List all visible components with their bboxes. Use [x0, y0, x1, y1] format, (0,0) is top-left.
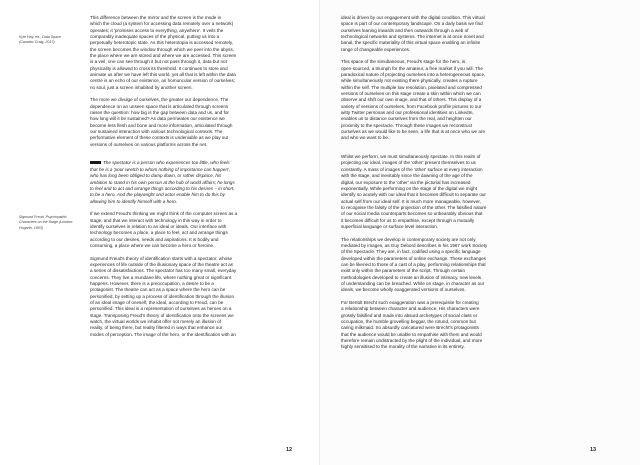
margin-note-hay: Kyle Hay, ed., Data Space (Canada: Craig, 2013) [19, 35, 61, 45]
quote-text: The spectator is a person who experiences too little, who feels that he is a 'poor wretch to whom nothing of importance can happen', who has long been obliged to damp down, or rather displace, his ambition to stand in his own person at the hub of world affairs; he longs to feel and to act and arrange things according to his desires – in short, to be a hero. And the playwright and actor enable him to do this by allowing him to identify himself with a hero. [90, 160, 235, 204]
paragraph: The more we divulge of ourselves, the greater our dependence. The dependence on an unseen space that is articulated through screens raises the question: how big is the gap between data and us, and for how long will it be sustained? As data permeates our existence we become less flesh and bone and more information, articulated through our sustained interaction with various technological contexts. The performative element of these contexts is undeniable as we play out versions of ourselves on various platforms across the net. [90, 97, 233, 147]
left-text-column [90, 15, 312, 344]
quote-marker-bar [90, 161, 101, 164]
paragraph: The relationships we develop in contemporary society are not only mediated by images, as Guy Debord describes in his 1967 work Society of the Spectacle. They are, in fact, codified using a specific language developed within the parameters of online exchange. These exchanges can be likened to those of a cast of a play, performing relationships that exist only within the parameters of the script. Through certain methodologies developed to create an illusion of intimacy, new levels of understanding can be breached. While on stage, in character as our ideals, we become wholly exaggerated versions of ourselves. [341, 236, 488, 293]
paragraph: Whilst we perform, we must simultaneously spectate. In this realm of projecting our ideal, images of the 'other' present themselves to us constantly. A mass of images of the 'other' surface at every interaction with the stage, and inevitably since the dawning of the age of the digital, our exposure to the 'other' via the pictorial has increased exponentially. While performing on the stage of the digital we might identify so acutely with our ideal that it becomes difficult to separate our actual self from our ideal self. It is much more manageable, however, to recognise the falsity of the projection of the other. The falsified nature of our social media counterparts becomes so unbearably obvious that it becomes difficult for us to empathise, except through a mutually superficial language or surface level interaction. [341, 154, 487, 229]
right-page [320, 0, 640, 465]
paragraph: ideal is driven by our engagement with the digital condition. This virtual space is part of our contemporary landscape. On a daily basis we find ourselves leaning inwards and then outwards through a web of technological networks and systems. The internet is at once novel and banal, the specific materiality of this virtual space enabling an infinite range of changeable experiences. [341, 15, 485, 52]
paragraph: This difference between the mirror and the screen is the mode in which the cloud (a system for accessing data remotely over a network) operates; it 'promises access to everything, anywhere'. It veils the comparably inadequate spaces of the physical, putting us into a perpetually heterotopic state. As this heterotopia is accessed remotely, the screen becomes the window through which we peer into the abyss, the place where we are stored and where we are accessed. This screen is a veil, one can see through it but not pass through it, data but not physicality is allowed to cross its threshold. It continues to store and animate us after we have left this world, yet all that is left within the data centre is an echo of our existence, an homuncular version of ourselves; no soul, just a screen inhabited by another screen. [90, 15, 237, 90]
page-number: 12 [286, 447, 293, 453]
paragraph: Sigmund Freud's theory of identification starts with a spectator, whose experiences of life outside of the illusionary space of the theatre act as a series of dissatisfactions. The spectator has too many small, everyday concerns. They live a mundane life, where nothing great or significant happens. However, there is a preoccupation, a desire to be a protagonist. The theatre can act as a space where the hero can be personified, by setting up a process of identification through the illusion of an ideal image of oneself, the ideal, according to Freud, can be personified. This ideal is a representation of ourselves as heroes on a stage. Transposing Freud's theory of identification onto the screens we watch, the virtual worlds we inhabit offer not merely an illusion of reality, of being there, but reality filtered in ways that enhance our modes of perception. The image of the hero, or the identification with an [90, 255, 237, 337]
block-quote [90, 160, 312, 204]
paragraph: If we extend Freud's thinking we might think of the computer screen as a stage, and that we interact with technology in this way in order to identify ourselves in relation to an ideal or ideals. Our interface with technology becomes a place, a place to feel, act and arrange things according to our desires, needs and aspirations. It is bodily and consuming, a place where we can become a hero or heroine. [90, 211, 238, 248]
margin-note-freud: Sigmund Freud, Psychopathic Characters on the Stage (London: Hogarth, 1953) [19, 215, 74, 230]
page-number: 13 [590, 447, 597, 453]
paragraph: For Bertolt Brecht such exaggeration was a prerequisite for creating a relationship between character and audience. His characters were grossly falsified and made into absurd archetypes of social class or occupation, the humble grovelling beggar, the rotund, common but caring milkmaid. So absurdly caricatured were Brecht's protagonists that the audience would be unable to empathise with them and would therefore remain undistracted by the plight of the individual, and more highly sensitised to the morality of the narrative in its entirety. [341, 299, 483, 350]
right-text-column [341, 15, 563, 357]
paragraph: This space of the simultaneous, Freud's stage for the hero, is open-sourced, a triumph for the amateur, a free market if you will. The paradoxical nature of projecting ourselves into a heterogeneous space, while simultaneously not existing there physically, creates a rupture within the self. The multiple low resolution, pixelated and compressed versions of ourselves on this stage create a skin within which we can observe and shift our own image, and that of others. This display of a variety of versions of ourselves, from Facebook profile pictures to our witty Twitter personas and our professional identities on LinkedIn, enables us to distance ourselves from the real, and heighten our proximity to the spectacle. Through these images we reconstruct ourselves as we would like to be seen, a life that is at once who we are and who we want to be. [341, 59, 486, 141]
